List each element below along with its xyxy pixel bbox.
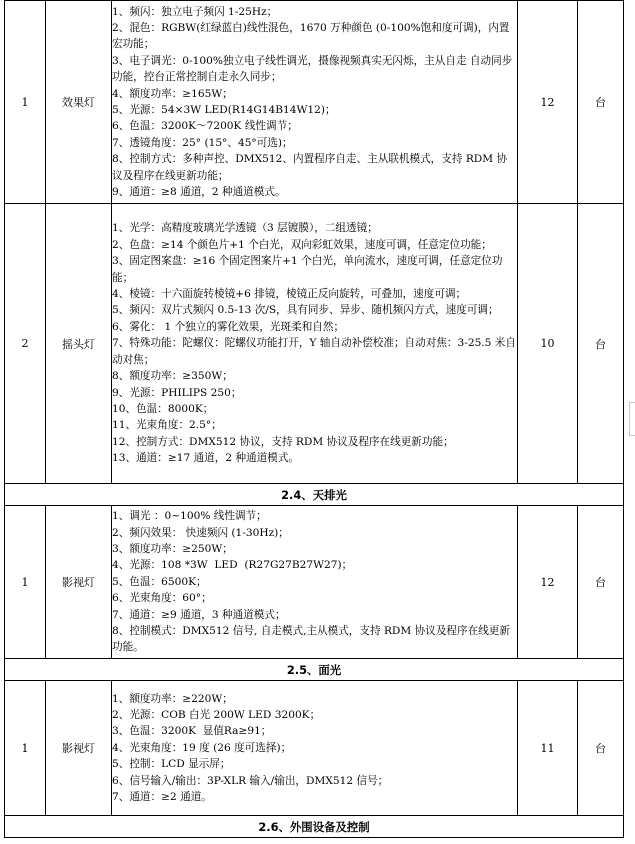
equipment-name: 效果灯 — [46, 1, 112, 204]
quantity: 12 — [518, 506, 578, 659]
row-index: 1 — [5, 681, 46, 816]
spec-line: 10、色温：8000K； — [112, 402, 214, 415]
spec-line: 9、光源：PHILIPS 250； — [112, 386, 242, 399]
spec-line: 2、光源：COB 白光 200W LED 3200K； — [112, 708, 321, 721]
row-index: 1 — [5, 1, 46, 204]
spec-line: 1、频闪：独立电子频闪 1-25Hz； — [112, 5, 278, 18]
spec-line: 4、额度功率：≥165W； — [112, 87, 233, 100]
spec-line: 1、光学：高精度玻璃光学透镜（3 层镀膜），二组透镜； — [112, 222, 378, 235]
section-title: 2.4、天排光 — [5, 484, 624, 506]
spec-line: 4、光源：108 *3W LED (R27G27B27W27)； — [112, 559, 353, 572]
spec-line: 6、光束角度：60°； — [112, 592, 212, 605]
spec-line: 8、额度功率：≥350W； — [112, 370, 233, 383]
section-title: 2.6、外围设备及控制 — [5, 816, 624, 838]
spec-line: 9、通道：≥8 通道，2 种通道模式。 — [112, 186, 286, 199]
spec-line: 3、额度功率：≥250W； — [112, 542, 233, 555]
spec-cell — [112, 681, 518, 816]
quantity: 10 — [518, 204, 578, 484]
equipment-spec-table — [4, 0, 624, 838]
spec-cell — [112, 204, 518, 484]
quantity: 11 — [518, 681, 578, 816]
spec-line: 3、电子调光：0-100%独立电子线性调光，摄像视频真实无闪烁，主从自走 自动同步功能，控台正常控制自走永久同步； — [112, 54, 513, 84]
spec-line: 2、混色：RGBW(红绿蓝白)线性混色，1670 万种颜色 (0-100%饱和度可调)，内置宏功能； — [112, 21, 510, 51]
spec-line: 6、信号输入/输出：3P-XLR 输入/输出，DMX512 信号； — [112, 774, 389, 787]
spec-line: 5、频闪：双片式频闪 0.5-13 次/S，具有同步、异步、随机频闪方式，速度可调； — [112, 304, 499, 317]
table-row — [5, 506, 624, 659]
unit: 台 — [578, 681, 624, 816]
spec-line: 2、色盘：≥14 个颜色片+1 个白光，双向彩虹效果，速度可调，任意定位功能； — [112, 238, 492, 251]
spec-line: 3、固定图案盘：≥16 个固定图案片+1 个白光，单向流水，速度可调，任意定位功能； — [112, 255, 503, 284]
spec-line: 7、通道：≥2 通道。 — [112, 791, 212, 804]
equipment-name: 影视灯 — [46, 506, 112, 659]
row-index: 2 — [5, 204, 46, 484]
table-row — [5, 681, 624, 816]
unit: 台 — [578, 204, 624, 484]
spec-line: 1、调光 ：0~100% 线性调节； — [112, 510, 267, 523]
unit: 台 — [578, 506, 624, 659]
page-margin-marker — [629, 402, 635, 436]
section-title: 2.5、面光 — [5, 659, 624, 681]
equipment-name: 摇头灯 — [46, 204, 112, 484]
spec-line: 4、棱镜：十六面旋转棱镜+6 排镜，棱镜正反向旋转，可叠加，速度可调； — [112, 288, 467, 301]
spec-line: 5、色温：6500K； — [112, 575, 207, 588]
unit: 台 — [578, 1, 624, 204]
spec-line: 6、雾化： 1 个独立的雾化效果，光斑柔和自然； — [112, 320, 345, 333]
spec-line: 7、透镜角度：25° (15°、45°可选)； — [112, 136, 293, 149]
quantity: 12 — [518, 1, 578, 204]
spec-line: 13、通道：≥17 通道，2 种通道模式。 — [112, 452, 300, 465]
spec-line: 4、光束角度：19 度 (26 度可选择)； — [112, 741, 292, 754]
spec-line: 8、控制方式：多种声控、DMX512、内置程序自走、主从联机模式，支持 RDM 协议及程序在线更新功能； — [112, 153, 508, 182]
table-row — [5, 204, 624, 484]
equipment-name: 影视灯 — [46, 681, 112, 816]
spec-line: 1、额度功率：≥220W； — [112, 692, 233, 705]
spec-cell — [112, 506, 518, 659]
spec-line: 5、光源：54×3W LED(R14G14B14W12)； — [112, 104, 336, 116]
spec-cell — [112, 1, 518, 204]
spec-line: 12、控制方式：DMX512 协议，支持 RDM 协议及程序在线更新功能； — [112, 435, 454, 448]
spec-line: 11、光束角度：2.5°； — [112, 419, 222, 432]
spec-line: 5、控制：LCD 显示屏； — [112, 758, 231, 771]
spec-line: 2、频闪效果： 快速频闪 (1-30Hz)； — [112, 526, 289, 539]
table-row — [5, 1, 624, 204]
spec-line: 7、特殊功能：陀螺仪：陀螺仪功能打开，Y 轴自动补偿校准；自动对焦：3-25.5 米自动对焦； — [112, 337, 516, 366]
row-index: 1 — [5, 506, 46, 659]
spec-line: 7、通道：≥9 通道，3 种通道模式； — [112, 608, 286, 621]
section-header — [5, 659, 624, 681]
spec-line: 3、色温：3200K 显值Ra≥91； — [112, 725, 272, 738]
spec-line: 6、色温：3200K～7200K 线性调节； — [112, 120, 298, 133]
spec-line: 8、控制模式：DMX512 信号, 自走模式,主从模式，支持 RDM 协议及程序在线更新功能。 — [112, 625, 510, 654]
section-header — [5, 816, 624, 838]
section-header — [5, 484, 624, 506]
